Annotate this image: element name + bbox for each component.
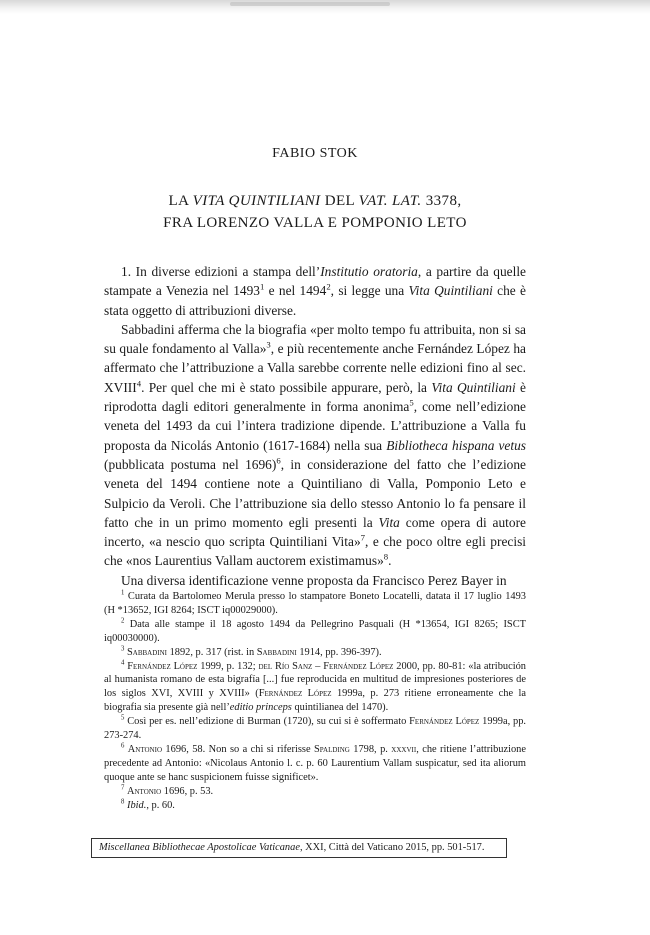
article-title [104,190,526,234]
footnote-ref-3[interactable]: 3 [266,339,271,350]
paragraph-3: Una diversa identificazione venne proposta da Francisco Perez Bayer in [121,572,507,588]
footnote-6: $^6$ Antonio 1696, 58. Non so a chi si riferisse Spalding 1798, p. xxxvii, che ritiene l’attribuzione precedente ad Antonio: «Nicolaus Antonio l. c. p. 60 Laurentium Vallam suspicatur, sed ita aliorum quoque ante se hanc suspicionem fuisse significet». [104,742,526,783]
footnote-2: $^2$ Data alle stampe il 18 agosto 1494 da Pellegrino Pasquali (H *13654, IGI 8265; ISCT iq00030000). [104,617,526,644]
footnote-8: $^8$ Ibid., p. 60. [121,798,175,811]
footnote-ref-8[interactable]: 8 [383,551,389,562]
article-body [104,262,526,590]
paragraph-1: 1. In diverse edizioni a stampa dell’Institutio oratoria, a partire da quelle stampate a Venezia nel 1493$^1$ e nel 1494$^2$, si legge una Vita Quintiliani che è stata oggetto di attribuzioni diverse. [104,264,526,318]
footnote-ref-5[interactable]: 5 [409,397,414,408]
author-name: FABIO STOK [272,146,358,161]
footnote-1: $^1$ Curata da Bartolomeo Merula presso lo stampatore Boneto Locatelli, datata il 17 luglio 1493 (H *13652, IGI 8264; ISCT iq00029000). [104,589,526,616]
footnote-4: $^4$ Fernández López 1999, p. 132; del Río Sanz – Fernández López 2000, pp. 80-81: «la atribución al humanista romano de esta bigrafía [...] fue reproducida en multitud de impresiones posteriores de los siglos XVI, XVIII y XVIII» (Fernández López 1999a, p. 273 ritiene erroneamente che la biografia sia presente già nell’editio princeps quintilianea del 1470). [104,659,526,714]
footnote-3: $^3$ Sabbadini 1892, p. 317 (rist. in Sabbadini 1914, pp. 396-397). [121,645,382,658]
title-line-1: LA VITA QUINTILIANI DEL VAT. LAT. 3378, [168,193,462,209]
footnote-7: $^7$ Antonio 1696, p. 53. [121,784,214,797]
footnote-5: $^5$ Così per es. nell’edizione di Burman (1720), su cui si è soffermato Fernández López 1999a, pp. 273-274. [104,714,526,742]
journal-name: Miscellanea Bibliothecae Apostolicae Vaticanae [99,842,300,853]
paragraph-2: Sabbadini afferma che la biografia «per molto tempo fu attribuita, non si sa su quale fondamento al Valla»$^3$, e più recentemente anche Fernández López ha affermato che l’attribuzione a Valla sarebbe corrente nelle edizioni fino al sec. XVIII$^4$. Per quel che mi è stato possibile appurare, però, la Vita Quintiliani è riprodotta dagli editori generalmente in forma anonima$^5$, come nell’edizione veneta del 1493 da cui l’intera tradizione dipende. L’attribuzione a Valla fu proposta da Nicolás Antonio (1617-1684) nella sua Bibliotheca hispana vetus (pubblicata postuma nel 1696)$^6$, in considerazione del fatto che l’edizione veneta del 1494 contiene note a Quintiliano di Valla, Pomponio Leto e Sulpicio da Veroli. Che l’attribuzione sia dello stesso Antonio lo fa pensare il fatto che in un primo momento egli presenti la Vita come opera di autore incerto, «a nescio quo scripta Quintiliani Vita»$^7$, e che poco oltre egli precisi che «nos Laurentius Vallam auctorem existimamus»$^8$. [104,321,526,569]
footnote-ref-1[interactable]: 1 [259,281,265,292]
footnote-ref-4[interactable]: 4 [136,378,142,389]
footnotes [104,590,526,813]
footnote-ref-6[interactable]: 6 [276,455,281,466]
publication-details: , XXI, Città del Vaticano 2015, pp. 501-517. [299,842,485,853]
footnote-ref-2[interactable]: 2 [326,281,331,292]
title-line-2: FRA LORENZO VALLA E POMPONIO LETO [163,215,467,231]
scan-smudge [230,2,390,6]
footnote-ref-7[interactable]: 7 [360,532,366,543]
publication-colophon [91,838,507,858]
